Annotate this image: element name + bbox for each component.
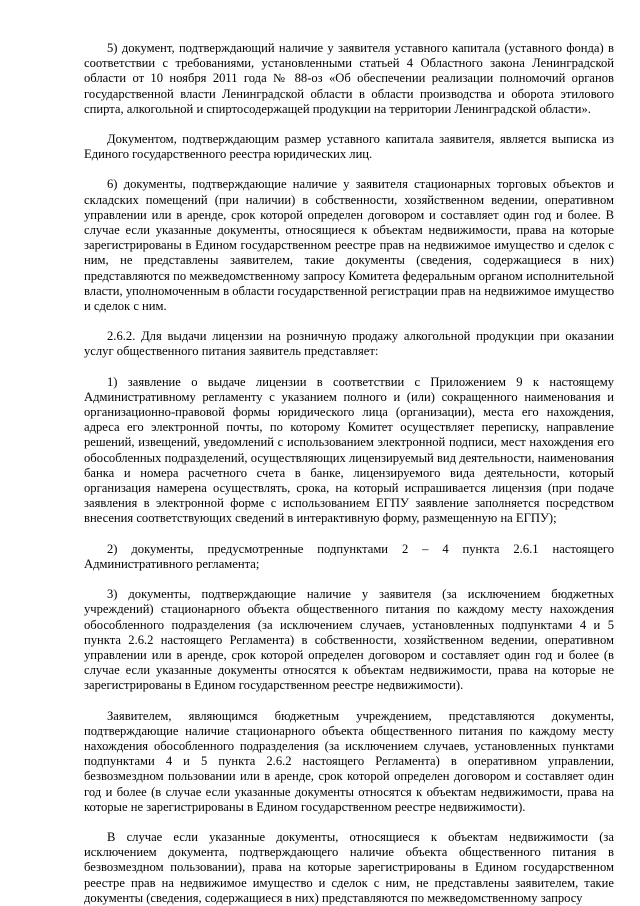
paragraph-section-2-6-2: 2.6.2. Для выдачи лицензии на розничную продажу алкогольной продукции при оказании услуг общественного питания заявитель представляет: (84, 329, 614, 359)
paragraph-charter-capital-proof: Документом, подтверждающим размер уставного капитала заявителя, является выписка из Единого государственного реестра юридических лиц. (84, 132, 614, 162)
paragraph-item-3-documents: 3) документы, подтверждающие наличие у заявителя (за исключением бюджетных учреждений) стационарного объекта общественного питания по каждому месту нахождения обособленного подразделения (за исключением случаев, установленных подпунктами 4 и 5 пункта 2.6.2 настоящего Регламента) в собственности, хозяйственном ведении, оперативном управлении или в аренде, срок которой определен договором и составляет один год и более (в случае если указанные документы относятся к объектам недвижимости, права на которые не зарегистрированы в Едином государственном реестре недвижимости). (84, 587, 614, 693)
paragraph-item-6: 6) документы, подтверждающие наличие у заявителя стационарных торговых объектов и складских помещений (при наличии) в собственности, хозяйственном ведении, оперативном управлении или в аренде, срок которой определен договором и составляет один год и более. В случае если указанные документы, относящиеся к объектам недвижимости, права на которые зарегистрированы в Едином государственном реестре прав на недвижимое имущество и сделок с ним, не представлены заявителем, такие документы (сведения, содержащиеся в них) представляются по межведомственному запросу Комитета федеральным органом исполнительной власти, уполномоченным в области государственной регистрации прав на недвижимое имущество и сделок с ним. (84, 177, 614, 314)
paragraph-item-5: 5) документ, подтверждающий наличие у заявителя уставного капитала (уставного фонда) в соответствии с требованиями, установленными статьей 4 Областного закона Ленинградской области от 10 ноября 2011 года № 88-оз «Об обеспечении реализации полномочий органов государственной власти Ленинградской области в области производства и оборота этилового спирта, алкогольной и спиртосодержащей продукции на территории Ленинградской области». (84, 41, 614, 116)
paragraph-budget-institution: Заявителем, являющимся бюджетным учреждением, представляются документы, подтверждающие наличие стационарного объекта общественного питания по каждому месту нахождения обособленного подразделения (за исключением случаев, установленных пунктами подпунктами 4 и 5 пункта 2.6.2 настоящего Регламента) в оперативном управлении, безвозмездном пользовании или в аренде, срок которой определен договором и составляет один год и более (в случае если указанные документы относятся к объектам недвижимости, права на которые не зарегистрированы в Едином государственном реестре недвижимости). (84, 708, 614, 814)
paragraph-item-2-documents: 2) документы, предусмотренные подпунктами 2 – 4 пункта 2.6.1 настоящего Административного регламента; (84, 541, 614, 571)
paragraph-item-1-application: 1) заявление о выдаче лицензии в соответствии с Приложением 9 к настоящему Административному регламенту с указанием полного и (или) сокращенного наименования и организационно-правовой формы юридического лица (организации), места его нахождения, адреса его электронной почты, по которому Комитет осуществляет переписку, направление решений, извещений, уведомлений с использованием электронной подписи, мест нахождения его обособленных подразделений, осуществляющих лицензируемый вид деятельности, наименования банка и номера расчетного счета в банке, лицензируемого вида деятельности, который организация намерена осуществлять, срока, на который испрашивается лицензия (при подаче заявления в электронной форме с использованием ЕГПУ заявление заполняется посредством внесения соответствующих сведений в интерактивную форму, размещенную на ЕГПУ); (84, 374, 614, 526)
paragraph-interagency-request: В случае если указанные документы, относящиеся к объектам недвижимости (за исключением документа, подтверждающего наличие объекта общественного питания в безвозмездном пользовании), права на которые зарегистрированы в Едином государственном реестре прав на недвижимое имущество и сделок с ним, не представлены заявителем, такие документы (сведения, содержащиеся в них) представляются по межведомственному запросу (84, 829, 614, 905)
